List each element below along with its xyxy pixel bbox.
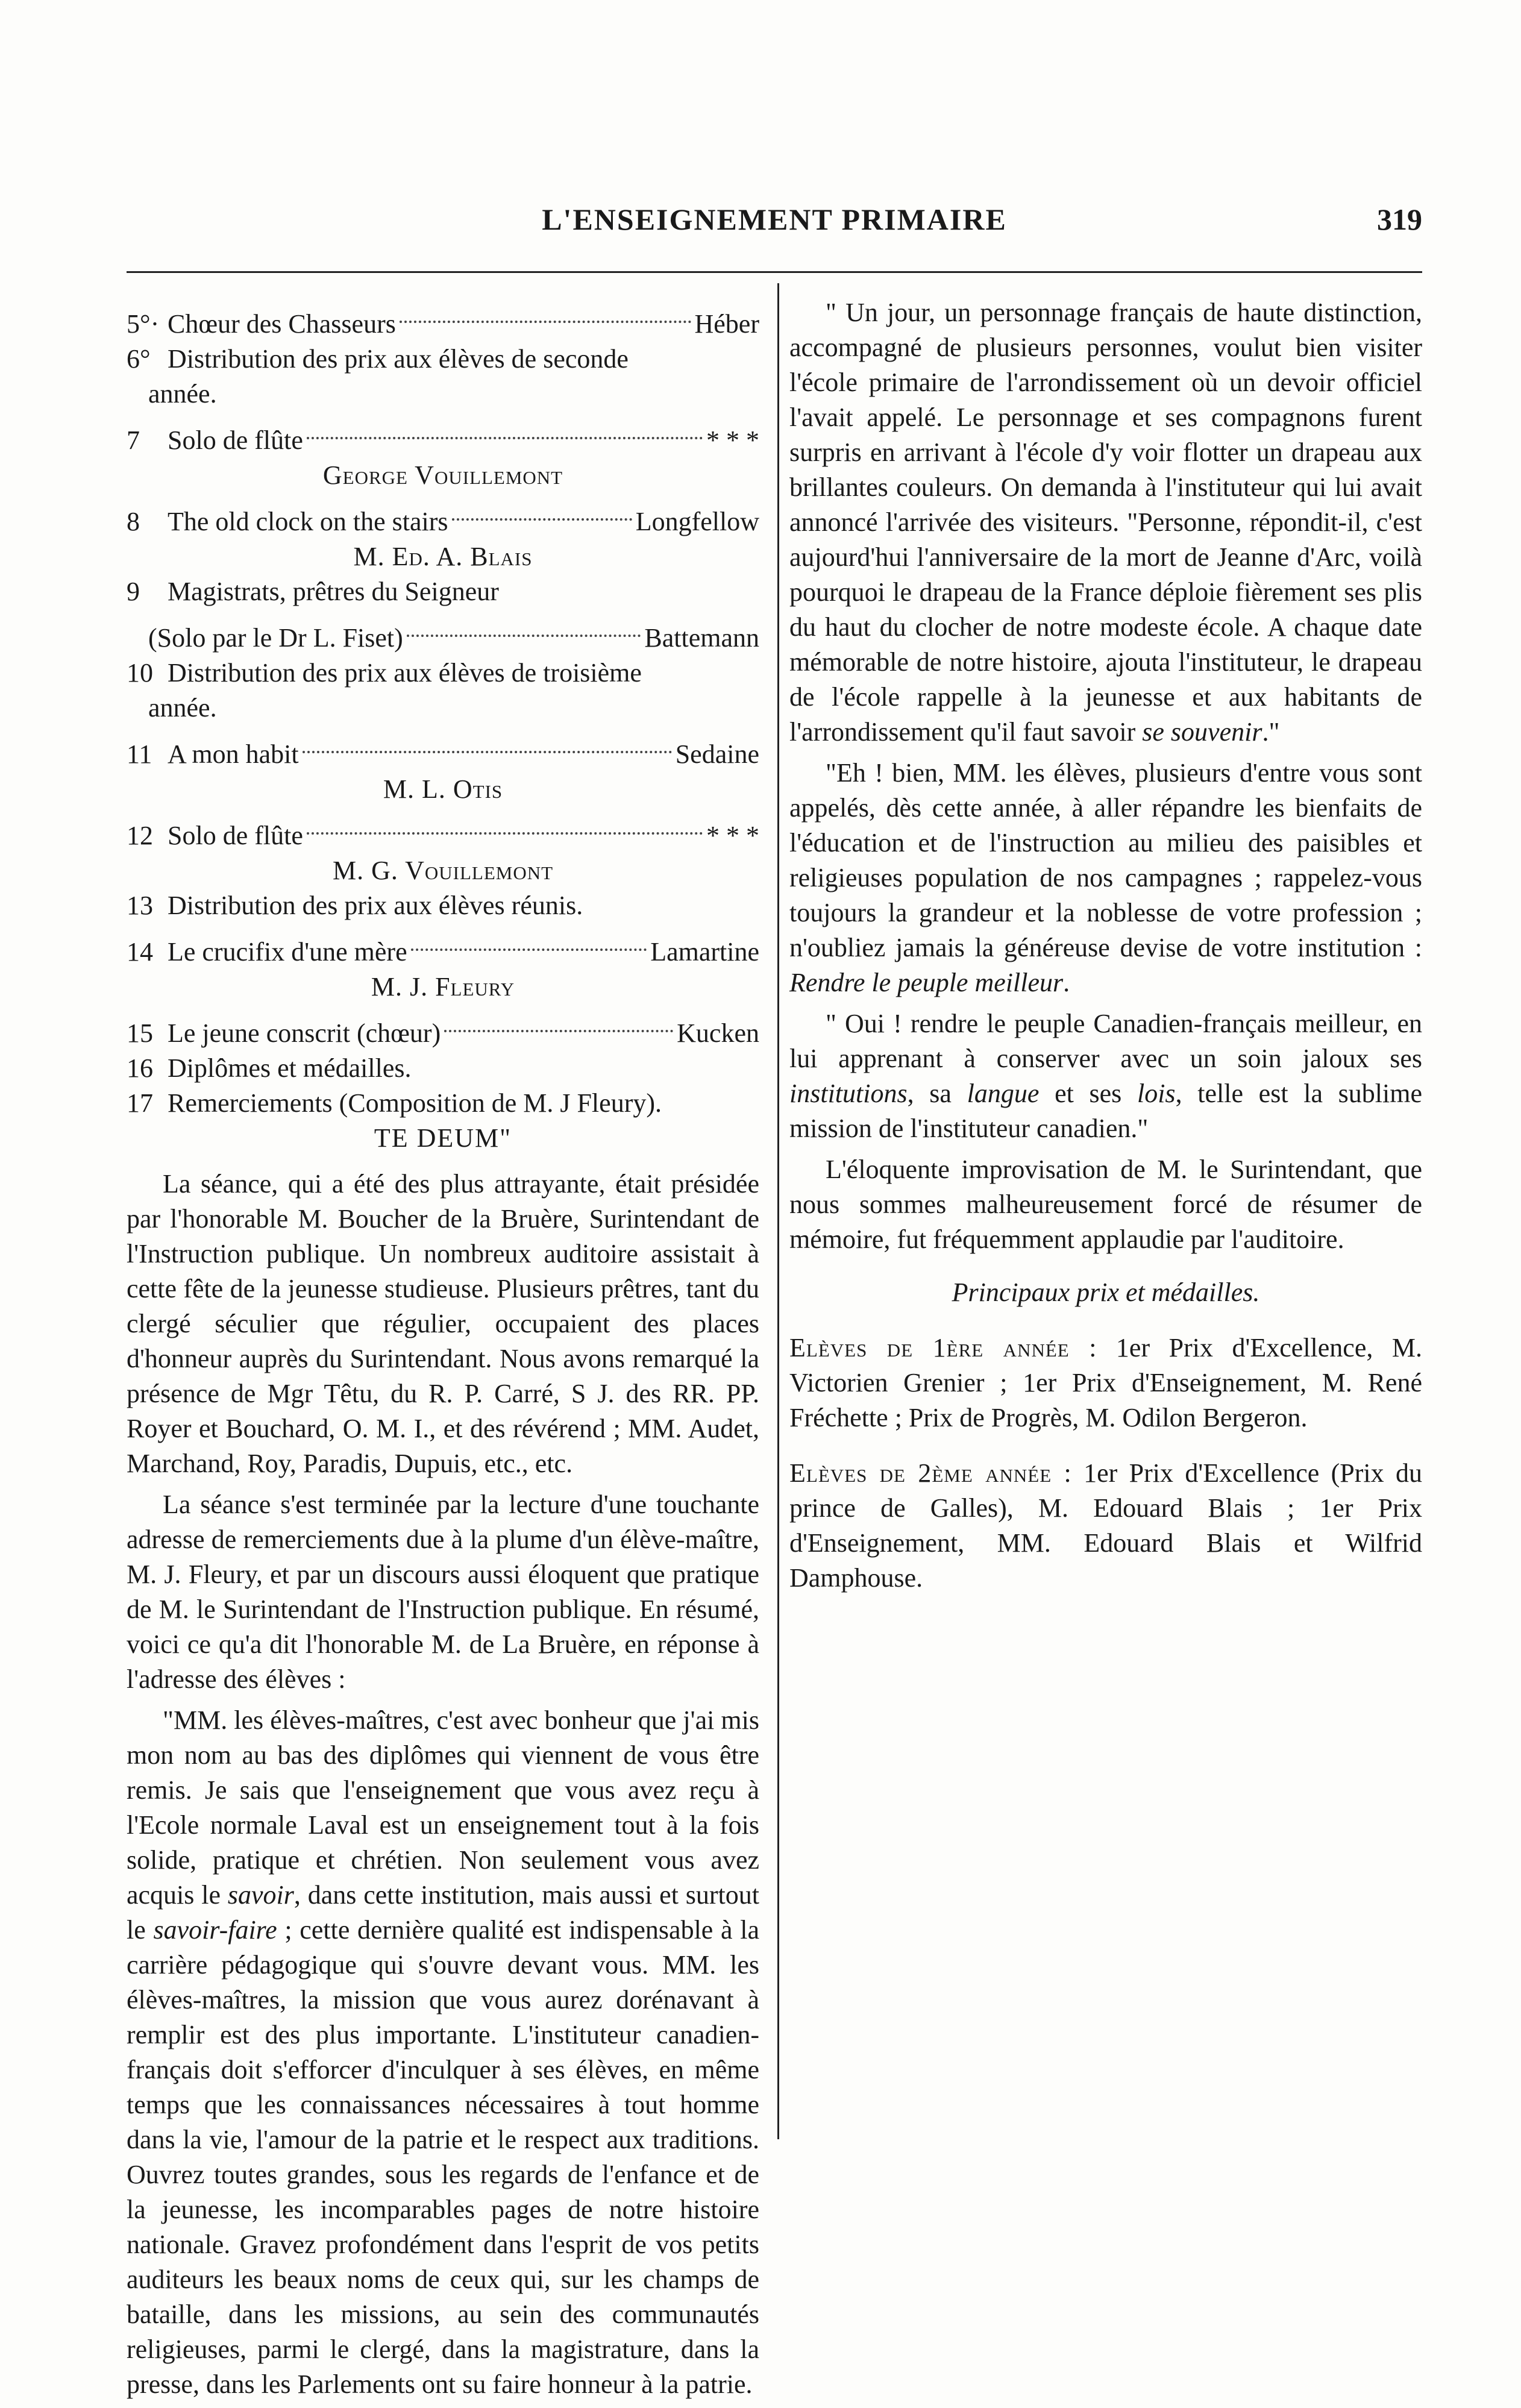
te-deum-heading: TE DEUM" <box>374 1123 512 1153</box>
prize-label: Elèves de 2ème année : <box>789 1458 1072 1488</box>
program-author: Sedaine <box>675 739 759 769</box>
speech-text: "MM. les élèves-maîtres, c'est avec bonheur que j'ai mis mon nom au bas des diplômes qui viennent de vous être remis. Je sais que l'enseignement que vous avez reçu à l'Ecole normale Laval est un enseignement tout à la fois solide, pratique et chrétien. Non seulement vous avez acquis le <box>127 1705 759 1910</box>
motto-text: Rendre le peuple meilleur <box>789 968 1064 997</box>
running-header <box>127 202 1422 250</box>
speech-text: . <box>1063 968 1070 997</box>
dot-leader <box>400 286 691 323</box>
program-performer: George Vouillemont <box>322 460 563 490</box>
program-item <box>127 342 759 377</box>
program-number: 5°· <box>127 309 160 339</box>
program-title: A mon habit <box>168 739 299 769</box>
program-number: 16 <box>127 1053 153 1083</box>
program-number: 13 <box>127 891 153 920</box>
prize-text: 1er Prix d'Excellence (Prix du prince de Galles), M. Edouard Blais ; 1er Prix d'Enseignement, MM. Edouard Blais et Wilfrid Damphouse. <box>789 1458 1422 1593</box>
program-number: 12 <box>127 821 153 850</box>
speech-text: "Eh ! bien, MM. les élèves, plusieurs d'entre vous sont appelés, dès cette année, à aller répandre les bienfaits de l'éducation et de l'instruction au milieu des paisibles et religieuses population de nos campagnes ; rappelez-vous toujours la grandeur et la noblesse de votre profession ; n'oubliez jamais la généreuse devise de votre institution : <box>789 758 1422 962</box>
program-item <box>127 923 759 970</box>
dot-leader <box>307 402 703 439</box>
program-item <box>127 295 759 342</box>
program-item <box>127 1005 759 1051</box>
dot-leader <box>444 995 673 1032</box>
program-number: 14 <box>127 937 153 967</box>
emphasis-text: langue <box>967 1079 1040 1108</box>
program-title: Magistrats, prêtres du Seigneur <box>168 577 499 606</box>
prizes-heading: Principaux prix et médailles. <box>952 1278 1260 1307</box>
program-item <box>127 493 759 539</box>
dot-leader <box>452 483 632 521</box>
program-number: 17 <box>127 1088 153 1118</box>
program-title: Distribution des prix aux élèves réunis. <box>168 891 583 920</box>
program-item <box>127 412 759 458</box>
speech-text: , dans cette institution, mais aussi et surtout le <box>127 1880 759 1945</box>
program-continuation: année. <box>148 379 217 409</box>
header-rule <box>127 271 1422 273</box>
page-number: 319 <box>1377 202 1422 236</box>
prize-label: Elèves de 1ère année : <box>789 1333 1097 1362</box>
program-title: Le crucifix d'une mère <box>168 937 407 967</box>
emphasis-savoir: savoir <box>227 1880 294 1910</box>
emphasis-text: institutions <box>789 1079 908 1108</box>
speech-paragraph <box>789 1006 1422 1146</box>
prize-list-year-1 <box>789 1331 1422 1435</box>
program-title: Remerciements (Composition de M. J Fleury). <box>168 1088 662 1118</box>
program-title: The old clock on the stairs <box>168 507 448 536</box>
prize-text: 1er Prix d'Excellence, M. Victorien Grenier ; 1er Prix d'Enseignement, M. René Fréchette ; Prix de Progrès, M. Odilon Bergeron. <box>789 1333 1422 1432</box>
program-author: Longfellow <box>635 507 759 536</box>
program-title: Distribution des prix aux élèves de troisième <box>168 658 642 688</box>
program-title: Chœur des Chasseurs <box>168 309 396 339</box>
program-continuation: année. <box>148 693 217 723</box>
body-paragraph: L'éloquente improvisation de M. le Surintendant, que nous sommes malheureusement forcé de résumer de mémoire, fut fréquemment applaudie par l'auditoire. <box>789 1155 1422 1254</box>
left-column <box>127 295 759 2408</box>
program-item <box>127 1086 759 1121</box>
right-column <box>789 295 1422 1616</box>
program-author: Héber <box>694 309 759 339</box>
speech-text: " Un jour, un personnage français de haute distinction, accompagné de plusieurs personnes, voulut bien visiter l'école primaire de l'arrondissement où un devoir officiel l'avait appelé. Le personnage et ses compagnons furent surpris en arrivant à l'école d'y voir flotter un drapeau aux brillantes couleurs. On demanda à l'instituteur qui lui avait annoncé l'arrivée des visiteurs. "Personne, répondit-il, c'est aujourd'hui l'anniversaire de la mort de Jeanne d'Arc, voilà pourquoi le drapeau de la France déploie fièrement ses plis du haut du clocher de notre modeste école. A chaque date mémorable de notre histoire, ajouta l'instituteur, le drapeau de l'école rappelle à la jeunesse et aux habitants de l'arrondissement qu'il faut savoir <box>789 298 1422 747</box>
program-author: Kucken <box>677 1018 759 1048</box>
program-item <box>127 1051 759 1086</box>
program-title: Solo de flûte <box>168 821 303 850</box>
program-item <box>127 807 759 853</box>
speech-paragraph <box>789 756 1422 1000</box>
speech-text: ; cette dernière qualité est indispensable à la carrière pédagogique qui s'ouvre devant vous. MM. les élèves-maîtres, la mission que vous aurez dorénavant à remplir est des plus importante. L'instituteur canadien-français doit s'efforcer d'inculquer à ses élèves, en même temps que les connaissances nécessaires à tout homme dans la vie, l'amour de la patrie et le respect aux traditions. Ouvrez toutes grandes, sous les regards de l'enfance et de la jeunesse, les incomparables pages de notre histoire nationale. Gravez profondément dans l'esprit de vos petits auditeurs les beaux noms de ceux qui, sur les champs de bataille, dans les missions, au sein des communautés religieuses, parmi le clergé, dans la magistrature, dans la presse, dans les Parlements ont su faire honneur à la patrie. <box>127 1915 759 2399</box>
program-author: * * * <box>706 425 759 455</box>
speech-text: , sa <box>907 1079 967 1108</box>
journal-title: L'ENSEIGNEMENT PRIMAIRE <box>542 202 1007 236</box>
program-author: Lamartine <box>650 937 759 967</box>
program-performer: M. G. Vouillemont <box>332 856 554 885</box>
emphasis-savoir-faire: savoir-faire <box>153 1915 277 1945</box>
prize-list-year-2 <box>789 1456 1422 1596</box>
program-number: 9 <box>127 577 140 606</box>
program-number: 7 <box>127 425 140 455</box>
program-number: 8 <box>127 507 140 536</box>
emphasis-text: lois <box>1137 1079 1176 1108</box>
program-title: (Solo par le Dr L. Fiset) <box>148 623 403 653</box>
program-list <box>127 295 759 1156</box>
speech-text: ." <box>1262 717 1280 747</box>
program-title: Distribution des prix aux élèves de seconde <box>168 344 629 374</box>
program-number: 11 <box>127 739 152 769</box>
program-item <box>127 726 759 772</box>
program-performer: M. L. Otis <box>383 774 503 804</box>
column-divider <box>777 283 779 2139</box>
program-item <box>127 656 759 691</box>
body-paragraph: La séance s'est terminée par la lecture d'une touchante adresse de remerciements due à la plume d'un élève-maître, M. J. Fleury, et par un discours aussi éloquent que pratique de M. le Surintendant de l'Instruction publique. En résumé, voici ce qu'a dit l'honorable M. de La Bruère, en réponse à l'adresse des élèves : <box>127 1490 759 1694</box>
dot-leader <box>407 600 641 637</box>
program-title: Diplômes et médailles. <box>168 1053 412 1083</box>
program-performer: M. Ed. A. Blais <box>353 542 533 571</box>
program-performer: M. J. Fleury <box>371 972 515 1002</box>
program-title: Le jeune conscrit (chœur) <box>168 1018 441 1048</box>
dot-leader <box>411 914 647 951</box>
dot-leader <box>303 716 672 753</box>
program-author: Battemann <box>644 623 759 653</box>
program-item-continued <box>127 609 759 656</box>
speech-text: " Oui ! rendre le peuple Canadien-français meilleur, en lui apprenant à conserver avec un soin jaloux ses <box>789 1009 1422 1073</box>
program-number: 15 <box>127 1018 153 1048</box>
speech-paragraph <box>127 1703 759 2402</box>
program-title: Solo de flûte <box>168 425 303 455</box>
program-number: 6° <box>127 344 151 374</box>
emphasis-text: se souvenir <box>1142 717 1262 747</box>
speech-paragraph <box>789 295 1422 750</box>
program-author: * * * <box>706 821 759 850</box>
program-number: 10 <box>127 658 153 688</box>
dot-leader <box>307 797 703 835</box>
body-paragraph: La séance, qui a été des plus attrayante, était présidée par l'honorable M. Boucher de la Bruère, Surintendant de l'Instruction publique. Un nombreux auditoire assistait à cette fête de la jeunesse studieuse. Plusieurs prêtres, tant du clergé séculier que régulier, occupaient des places d'honneur auprès du Surintendant. Nous avons remarqué la présence de Mgr Têtu, du R. P. Carré, S J. des RR. PP. Royer et Bouchard, O. M. I., et des révérend ; MM. Audet, Marchand, Roy, Paradis, Dupuis, etc., etc. <box>127 1169 759 1478</box>
speech-text: , telle est la sublime mission de l'instituteur canadien." <box>789 1079 1422 1143</box>
speech-text: et ses <box>1039 1079 1137 1108</box>
